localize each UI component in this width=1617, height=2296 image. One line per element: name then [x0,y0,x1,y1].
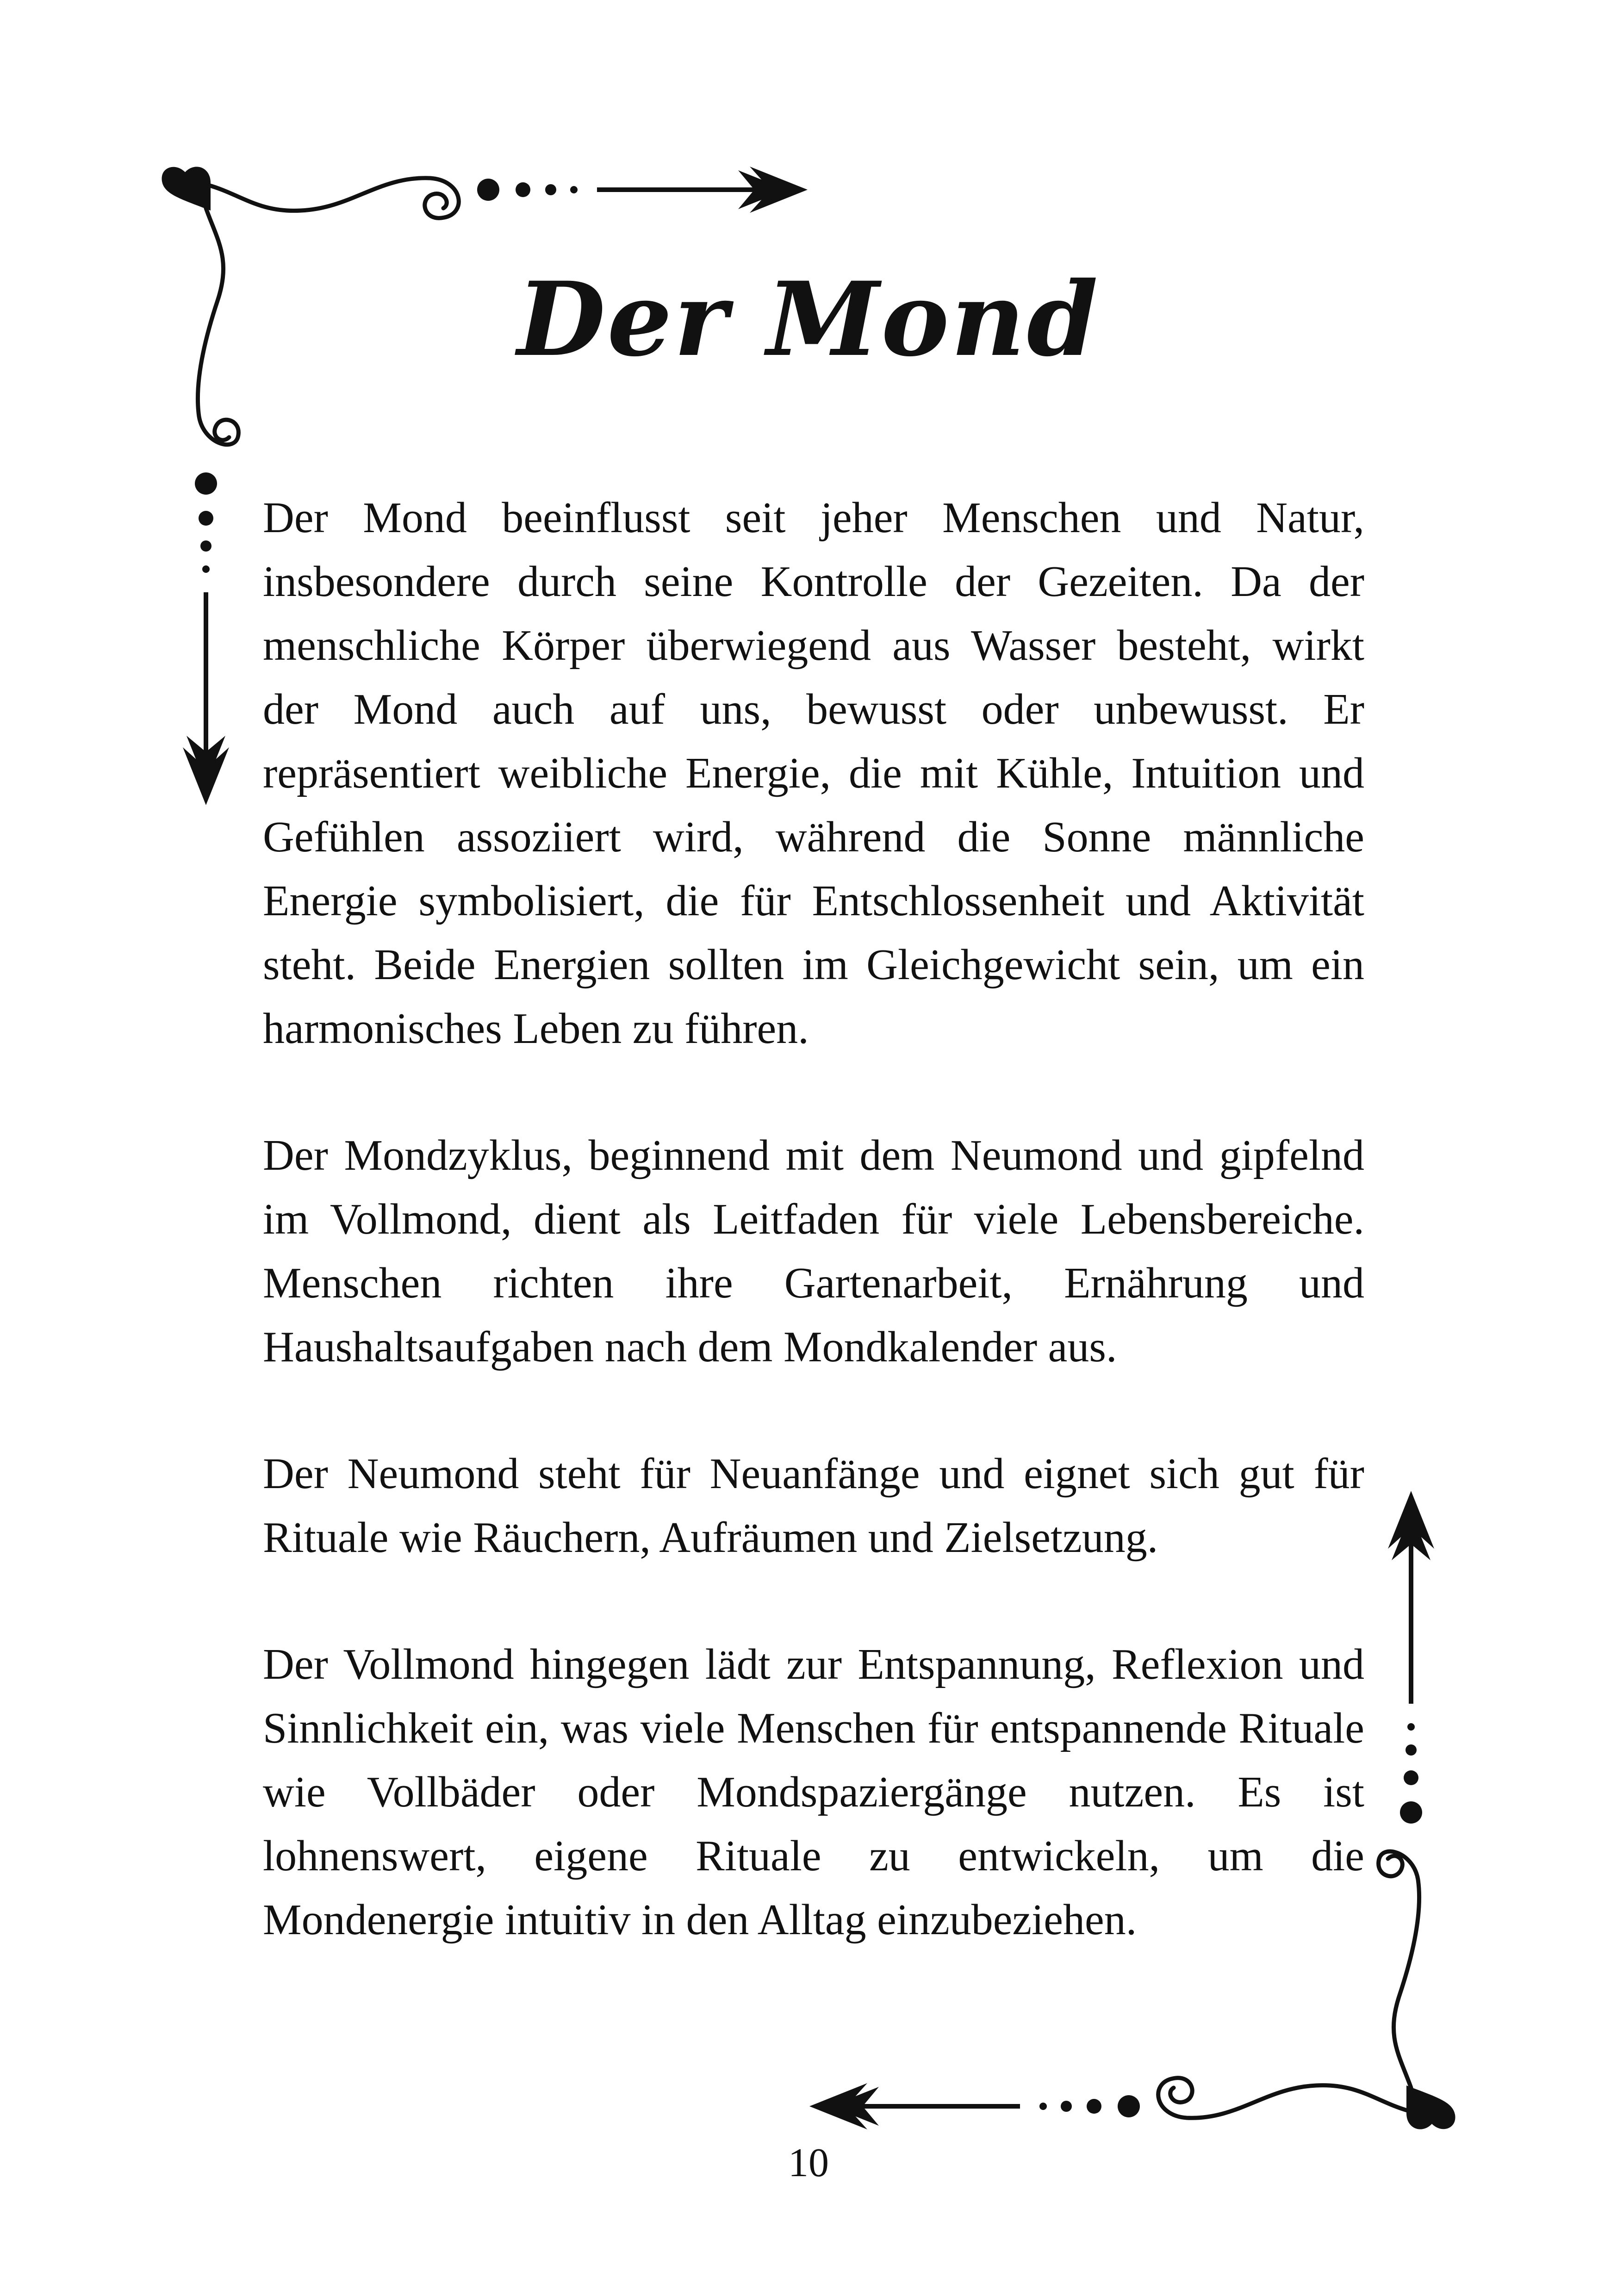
paragraph-4: Der Vollmond hingegen lädt zur Entspannung, Reflexion und Sinnlichkeit ein, was viele Menschen für entspannende Rituale wie Vollbäder oder Mondspaziergänge nutzen. Es ist lohnenswert, eigene Rituale zu entwickeln, um die Mondenergie intuitiv in den Alltag einzubeziehen. [263,1640,1364,1944]
dot-icon [200,540,211,552]
swirl-icon [208,178,459,218]
arrow-right-icon [750,167,808,213]
heart-icon [1406,2085,1455,2129]
arrow-right-icon [738,170,787,209]
arrow-up-icon [1388,1491,1434,1549]
paragraph-1: Der Mond beeinflusst seit jeher Menschen und Natur, insbesondere durch seine Kontrolle der Gezeiten. Da der menschliche Körper überwiegend aus Wasser besteht, wirkt der Mond auch auf uns, bewusst oder unbewusst. Er repräsentiert weibliche Energie, die mit Kühle, Intuition und Gefühlen assoziiert wird, während die Sonne männliche Energie symbolisiert, die für Entschlossenheit und Aktivität steht. Beide Energien sollten im Gleichgewicht sein, um ein harmonisches Leben zu führen. [263,494,1364,1053]
dot-icon [516,182,530,197]
page-number: 10 [788,2141,829,2185]
dot-icon [477,179,499,201]
dot-icon [570,186,578,193]
body-text [263,486,1364,2015]
dot-icon [545,184,556,195]
heart-icon [162,167,211,211]
arrow-down-icon [187,736,225,784]
dot-icon [1406,1744,1417,1756]
arrow-up-icon [1392,1512,1430,1560]
dot-icon [1400,1801,1422,1824]
dot-icon [202,565,210,573]
dot-icon [1404,1770,1418,1785]
arrow-down-icon [183,747,229,805]
arrow-left-icon [809,2083,867,2129]
page-title: Der Mond [517,259,1100,379]
dot-icon [199,511,213,526]
arrow-left-icon [830,2087,879,2126]
paragraph-3: Der Neumond steht für Neuanfänge und eignet sich gut für Rituale wie Räuchern, Aufräumen und Zielsetzung. [263,1450,1364,1562]
swirl-icon [1158,2078,1409,2118]
paragraph-2: Der Mondzyklus, beginnend mit dem Neumond und gipfelnd im Vollmond, dient als Leitfaden für viele Lebensbereiche. Menschen richten ihre Gartenarbeit, Ernährung und Haushaltsaufgaben nach dem Mondkalender aus. [263,1131,1364,1371]
dot-icon [1039,2103,1047,2110]
dot-icon [1061,2101,1072,2112]
dot-icon [1407,1723,1415,1731]
dot-icon [1118,2095,1140,2117]
dot-icon [195,472,217,495]
swirl-icon [1379,1851,1419,2088]
dot-icon [1087,2099,1101,2114]
